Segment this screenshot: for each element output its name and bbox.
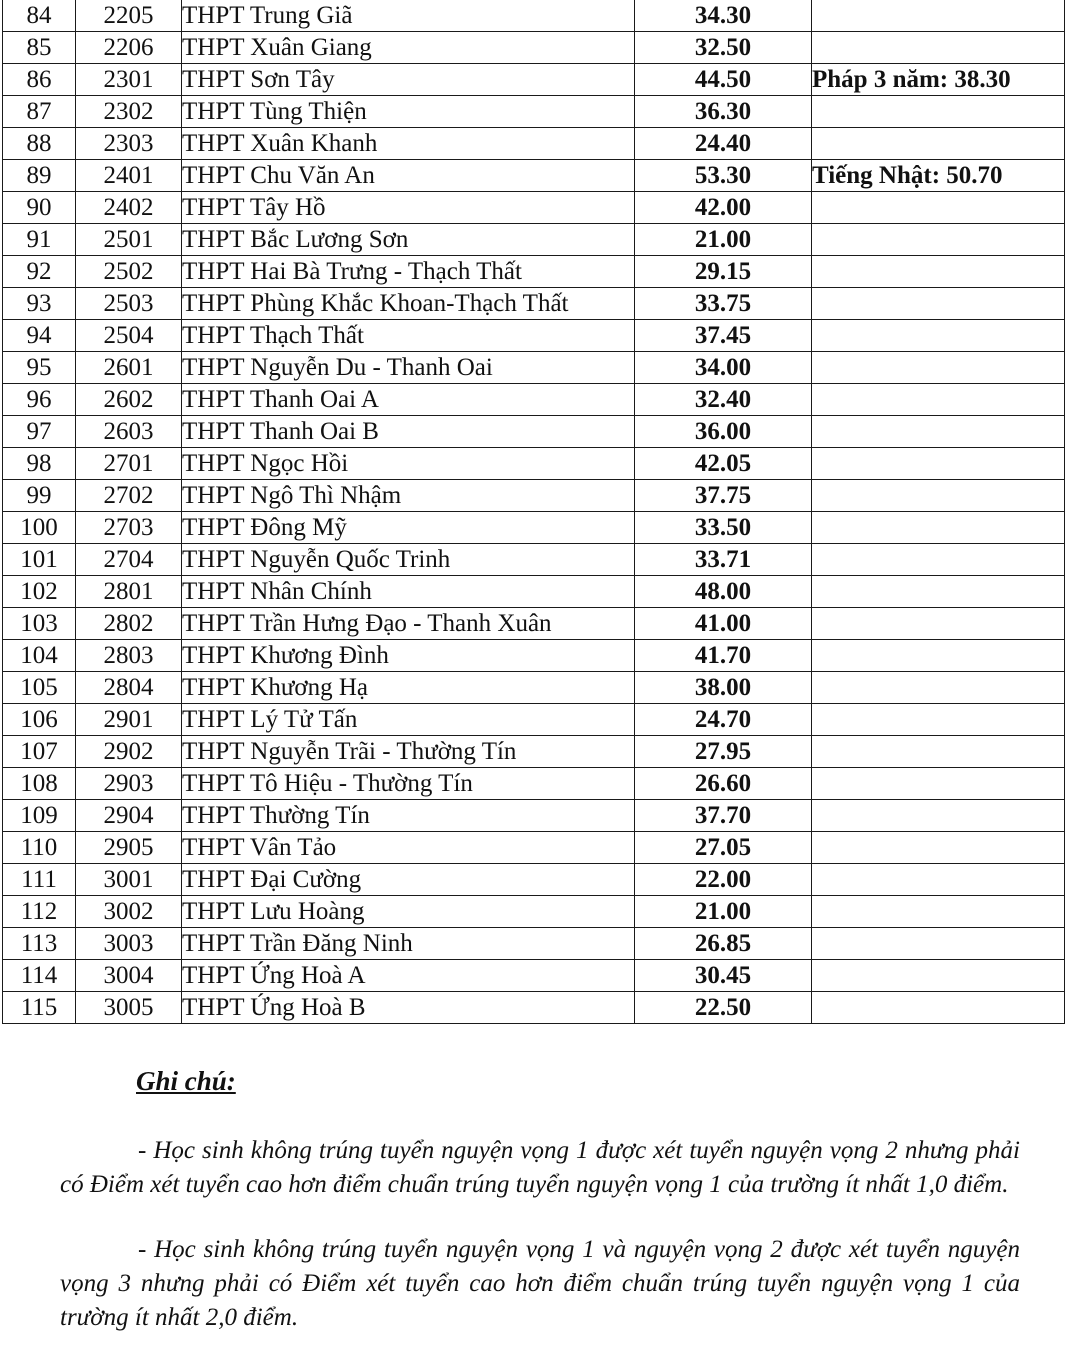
school-name-cell: THPT Tây Hồ: [182, 192, 635, 224]
school-code-cell: 2802: [76, 608, 182, 640]
table-row: [3, 928, 1065, 960]
school-name-cell: THPT Chu Văn An: [182, 160, 635, 192]
benchmark-score-cell: 24.70: [635, 704, 812, 736]
note-cell: [812, 512, 1065, 544]
benchmark-score-cell: 32.50: [635, 32, 812, 64]
note-cell: [812, 928, 1065, 960]
score-table-body: [3, 0, 1065, 1024]
school-name-cell: THPT Tùng Thiện: [182, 96, 635, 128]
school-name-cell: THPT Xuân Khanh: [182, 128, 635, 160]
admission-score-table: [2, 0, 1065, 1024]
school-name-cell: THPT Lưu Hoàng: [182, 896, 635, 928]
school-name-cell: THPT Xuân Giang: [182, 32, 635, 64]
benchmark-score-cell: 34.30: [635, 0, 812, 32]
table-row: [3, 480, 1065, 512]
note-cell: [812, 864, 1065, 896]
school-name-cell: THPT Nhân Chính: [182, 576, 635, 608]
table-row: [3, 192, 1065, 224]
benchmark-score-cell: 36.00: [635, 416, 812, 448]
note-cell: [812, 736, 1065, 768]
benchmark-score-cell: 37.45: [635, 320, 812, 352]
school-code-cell: 2804: [76, 672, 182, 704]
benchmark-score-cell: 34.00: [635, 352, 812, 384]
row-index-cell: 84: [3, 0, 76, 32]
table-row: [3, 448, 1065, 480]
note-cell: [812, 288, 1065, 320]
table-row: [3, 64, 1065, 96]
note-cell: [812, 224, 1065, 256]
school-code-cell: 2504: [76, 320, 182, 352]
school-name-cell: THPT Khương Hạ: [182, 672, 635, 704]
note-cell: [812, 192, 1065, 224]
benchmark-score-cell: 36.30: [635, 96, 812, 128]
row-index-cell: 104: [3, 640, 76, 672]
note-cell: [812, 896, 1065, 928]
table-row: [3, 704, 1065, 736]
row-index-cell: 85: [3, 32, 76, 64]
table-row: [3, 576, 1065, 608]
school-code-cell: 2902: [76, 736, 182, 768]
school-name-cell: THPT Đại Cường: [182, 864, 635, 896]
table-row: [3, 0, 1065, 32]
table-row: [3, 32, 1065, 64]
note-cell: [812, 640, 1065, 672]
benchmark-score-cell: 27.05: [635, 832, 812, 864]
table-row: [3, 320, 1065, 352]
note-cell: [812, 672, 1065, 704]
benchmark-score-cell: 53.30: [635, 160, 812, 192]
note-cell: [812, 608, 1065, 640]
school-name-cell: THPT Sơn Tây: [182, 64, 635, 96]
table-row: [3, 992, 1065, 1024]
row-index-cell: 105: [3, 672, 76, 704]
benchmark-score-cell: 22.00: [635, 864, 812, 896]
row-index-cell: 86: [3, 64, 76, 96]
school-code-cell: 2701: [76, 448, 182, 480]
note-cell: [812, 992, 1065, 1024]
benchmark-score-cell: 37.70: [635, 800, 812, 832]
note-cell: [812, 416, 1065, 448]
row-index-cell: 107: [3, 736, 76, 768]
table-row: [3, 896, 1065, 928]
table-row: [3, 416, 1065, 448]
row-index-cell: 103: [3, 608, 76, 640]
benchmark-score-cell: 32.40: [635, 384, 812, 416]
table-row: [3, 256, 1065, 288]
benchmark-score-cell: 27.95: [635, 736, 812, 768]
benchmark-score-cell: 24.40: [635, 128, 812, 160]
school-name-cell: THPT Tô Hiệu - Thường Tín: [182, 768, 635, 800]
school-code-cell: 2501: [76, 224, 182, 256]
school-name-cell: THPT Vân Tảo: [182, 832, 635, 864]
table-row: [3, 960, 1065, 992]
school-code-cell: 2301: [76, 64, 182, 96]
note-cell: [812, 256, 1065, 288]
school-code-cell: 2905: [76, 832, 182, 864]
row-index-cell: 102: [3, 576, 76, 608]
table-row: [3, 864, 1065, 896]
row-index-cell: 111: [3, 864, 76, 896]
benchmark-score-cell: 42.05: [635, 448, 812, 480]
row-index-cell: 91: [3, 224, 76, 256]
note-cell: Pháp 3 năm: 38.30: [812, 64, 1065, 96]
school-code-cell: 2904: [76, 800, 182, 832]
row-index-cell: 98: [3, 448, 76, 480]
school-code-cell: 2704: [76, 544, 182, 576]
school-name-cell: THPT Đông Mỹ: [182, 512, 635, 544]
note-cell: [812, 704, 1065, 736]
school-name-cell: THPT Ứng Hoà A: [182, 960, 635, 992]
school-name-cell: THPT Nguyễn Du - Thanh Oai: [182, 352, 635, 384]
school-name-cell: THPT Nguyễn Trãi - Thường Tín: [182, 736, 635, 768]
notes-title: Ghi chú:: [136, 1066, 236, 1096]
table-row: [3, 288, 1065, 320]
school-name-cell: THPT Thạch Thất: [182, 320, 635, 352]
school-code-cell: 2703: [76, 512, 182, 544]
row-index-cell: 100: [3, 512, 76, 544]
table-row: [3, 224, 1065, 256]
row-index-cell: 112: [3, 896, 76, 928]
benchmark-score-cell: 29.15: [635, 256, 812, 288]
row-index-cell: 96: [3, 384, 76, 416]
note-cell: [812, 0, 1065, 32]
school-code-cell: 2603: [76, 416, 182, 448]
school-code-cell: 3005: [76, 992, 182, 1024]
school-name-cell: THPT Nguyễn Quốc Trinh: [182, 544, 635, 576]
table-row: [3, 544, 1065, 576]
row-index-cell: 87: [3, 96, 76, 128]
row-index-cell: 89: [3, 160, 76, 192]
row-index-cell: 88: [3, 128, 76, 160]
row-index-cell: 94: [3, 320, 76, 352]
row-index-cell: 114: [3, 960, 76, 992]
row-index-cell: 109: [3, 800, 76, 832]
school-name-cell: THPT Trung Giã: [182, 0, 635, 32]
school-name-cell: THPT Hai Bà Trưng - Thạch Thất: [182, 256, 635, 288]
benchmark-score-cell: 33.50: [635, 512, 812, 544]
school-name-cell: THPT Thường Tín: [182, 800, 635, 832]
note-paragraph-1: - Học sinh không trúng tuyển nguyện vọng 1 được xét tuyển nguyện vọng 2 nhưng phải có Điểm xét tuyển cao hơn điểm chuẩn trúng tuyển nguyện vọng 1 của trường ít nhất 1,0 điểm.: [60, 1137, 1020, 1198]
school-code-cell: 2903: [76, 768, 182, 800]
row-index-cell: 106: [3, 704, 76, 736]
table-row: [3, 512, 1065, 544]
table-row: [3, 128, 1065, 160]
note-cell: [812, 480, 1065, 512]
row-index-cell: 95: [3, 352, 76, 384]
school-code-cell: 2803: [76, 640, 182, 672]
school-code-cell: 2702: [76, 480, 182, 512]
school-code-cell: 2206: [76, 32, 182, 64]
school-name-cell: THPT Ngô Thì Nhậm: [182, 480, 635, 512]
row-index-cell: 113: [3, 928, 76, 960]
benchmark-score-cell: 30.45: [635, 960, 812, 992]
table-row: [3, 96, 1065, 128]
note-cell: [812, 960, 1065, 992]
row-index-cell: 101: [3, 544, 76, 576]
note-cell: [812, 448, 1065, 480]
school-name-cell: THPT Lý Tử Tấn: [182, 704, 635, 736]
table-row: [3, 832, 1065, 864]
note-cell: [812, 32, 1065, 64]
note-paragraph-2: - Học sinh không trúng tuyển nguyện vọng 1 và nguyện vọng 2 được xét tuyển nguyện vọng 3 nhưng phải có Điểm xét tuyển cao hơn điểm chuẩn trúng tuyển nguyện vọng 1 của trường ít nhất 2,0 điểm.: [60, 1236, 1020, 1331]
table-row: [3, 160, 1065, 192]
school-name-cell: THPT Trần Đăng Ninh: [182, 928, 635, 960]
note-cell: [812, 96, 1065, 128]
note-cell: [812, 352, 1065, 384]
row-index-cell: 108: [3, 768, 76, 800]
note-cell: [812, 320, 1065, 352]
school-code-cell: 3001: [76, 864, 182, 896]
school-code-cell: 2303: [76, 128, 182, 160]
row-index-cell: 115: [3, 992, 76, 1024]
school-code-cell: 2502: [76, 256, 182, 288]
note-cell: [812, 384, 1065, 416]
table-row: [3, 352, 1065, 384]
note-cell: [812, 544, 1065, 576]
school-name-cell: THPT Thanh Oai B: [182, 416, 635, 448]
note-cell: Tiếng Nhật: 50.70: [812, 160, 1065, 192]
table-row: [3, 736, 1065, 768]
benchmark-score-cell: 33.71: [635, 544, 812, 576]
school-code-cell: 2302: [76, 96, 182, 128]
note-cell: [812, 128, 1065, 160]
row-index-cell: 90: [3, 192, 76, 224]
note-cell: [812, 800, 1065, 832]
benchmark-score-cell: 38.00: [635, 672, 812, 704]
school-code-cell: 3003: [76, 928, 182, 960]
table-row: [3, 768, 1065, 800]
school-name-cell: THPT Trần Hưng Đạo - Thanh Xuân: [182, 608, 635, 640]
school-code-cell: 3002: [76, 896, 182, 928]
school-code-cell: 2901: [76, 704, 182, 736]
benchmark-score-cell: 41.70: [635, 640, 812, 672]
row-index-cell: 110: [3, 832, 76, 864]
benchmark-score-cell: 48.00: [635, 576, 812, 608]
benchmark-score-cell: 21.00: [635, 896, 812, 928]
table-row: [3, 672, 1065, 704]
benchmark-score-cell: 26.60: [635, 768, 812, 800]
school-name-cell: THPT Ngọc Hồi: [182, 448, 635, 480]
note-cell: [812, 832, 1065, 864]
school-code-cell: 2601: [76, 352, 182, 384]
benchmark-score-cell: 22.50: [635, 992, 812, 1024]
school-code-cell: 2801: [76, 576, 182, 608]
row-index-cell: 93: [3, 288, 76, 320]
row-index-cell: 99: [3, 480, 76, 512]
school-code-cell: 2205: [76, 0, 182, 32]
table-row: [3, 608, 1065, 640]
benchmark-score-cell: 37.75: [635, 480, 812, 512]
benchmark-score-cell: 26.85: [635, 928, 812, 960]
benchmark-score-cell: 44.50: [635, 64, 812, 96]
school-name-cell: THPT Khương Đình: [182, 640, 635, 672]
school-name-cell: THPT Bắc Lương Sơn: [182, 224, 635, 256]
school-name-cell: THPT Phùng Khắc Khoan-Thạch Thất: [182, 288, 635, 320]
benchmark-score-cell: 33.75: [635, 288, 812, 320]
school-name-cell: THPT Ứng Hoà B: [182, 992, 635, 1024]
school-code-cell: 2602: [76, 384, 182, 416]
school-name-cell: THPT Thanh Oai A: [182, 384, 635, 416]
table-row: [3, 640, 1065, 672]
school-code-cell: 3004: [76, 960, 182, 992]
row-index-cell: 97: [3, 416, 76, 448]
table-row: [3, 800, 1065, 832]
school-code-cell: 2402: [76, 192, 182, 224]
note-cell: [812, 768, 1065, 800]
row-index-cell: 92: [3, 256, 76, 288]
table-row: [3, 384, 1065, 416]
benchmark-score-cell: 21.00: [635, 224, 812, 256]
school-code-cell: 2503: [76, 288, 182, 320]
benchmark-score-cell: 42.00: [635, 192, 812, 224]
note-cell: [812, 576, 1065, 608]
school-code-cell: 2401: [76, 160, 182, 192]
benchmark-score-cell: 41.00: [635, 608, 812, 640]
